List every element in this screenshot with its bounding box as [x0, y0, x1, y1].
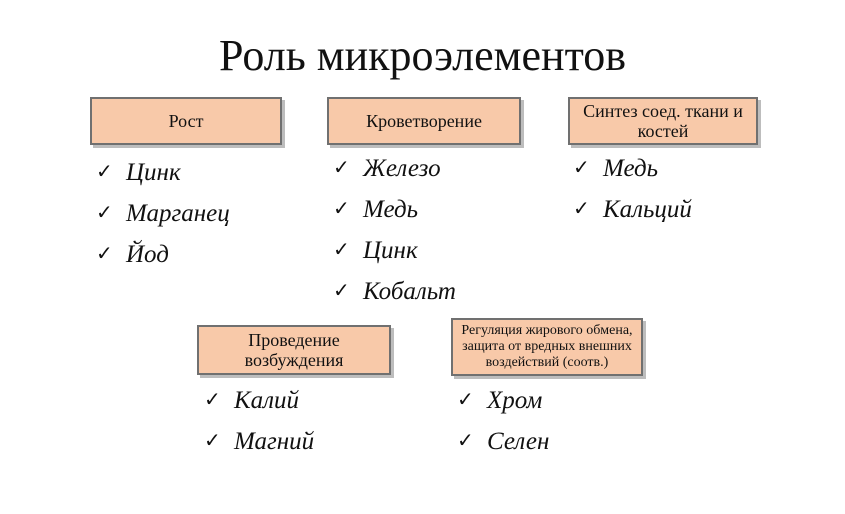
- element-name: Калий: [234, 387, 300, 414]
- element-name: Селен: [487, 428, 550, 455]
- element-list-growth: [96, 152, 230, 275]
- page-title: Роль микроэлементов: [218, 31, 627, 80]
- element-name: Йод: [126, 241, 169, 268]
- checkmark-icon: ✓: [573, 157, 590, 179]
- checkmark-icon: ✓: [333, 198, 350, 220]
- category-box-excitation: Проведение возбуждения: [197, 325, 391, 375]
- list-item: [457, 421, 549, 462]
- list-item: [96, 234, 230, 275]
- element-list-excitation: [204, 380, 314, 462]
- element-list-connective-tissue: [573, 148, 692, 230]
- list-item: [333, 230, 456, 271]
- element-name: Железо: [363, 155, 441, 182]
- list-item: [333, 271, 456, 312]
- category-box-fat-metabolism: Регуляция жирового обмена, защита от вредных внешних воздействий (соотв.): [451, 318, 643, 376]
- list-item: [96, 193, 230, 234]
- checkmark-icon: ✓: [333, 239, 350, 261]
- checkmark-icon: ✓: [204, 430, 221, 452]
- element-name: Медь: [603, 155, 658, 182]
- list-item: [573, 189, 692, 230]
- checkmark-icon: ✓: [573, 198, 590, 220]
- element-name: Цинк: [126, 159, 181, 186]
- list-item: [573, 148, 692, 189]
- element-name: Кобальт: [363, 278, 456, 305]
- category-box-connective-tissue: Синтез соед. ткани и костей: [568, 97, 758, 145]
- checkmark-icon: ✓: [96, 243, 113, 265]
- list-item: [333, 189, 456, 230]
- list-item: [204, 421, 314, 462]
- element-name: Цинк: [363, 237, 418, 264]
- checkmark-icon: ✓: [333, 280, 350, 302]
- element-name: Медь: [363, 196, 418, 223]
- checkmark-icon: ✓: [204, 389, 221, 411]
- checkmark-icon: ✓: [457, 389, 474, 411]
- checkmark-icon: ✓: [457, 430, 474, 452]
- element-list-hematopoiesis: [333, 148, 456, 312]
- category-box-hematopoiesis: Кроветворение: [327, 97, 521, 145]
- category-box-growth: Рост: [90, 97, 282, 145]
- element-name: Хром: [487, 387, 543, 414]
- list-item: [204, 380, 314, 421]
- element-name: Магний: [234, 428, 315, 455]
- element-list-fat-metabolism: [457, 380, 549, 462]
- element-name: Марганец: [126, 200, 230, 227]
- list-item: [96, 152, 230, 193]
- element-name: Кальций: [603, 196, 692, 223]
- checkmark-icon: ✓: [333, 157, 350, 179]
- list-item: [333, 148, 456, 189]
- list-item: [457, 380, 549, 421]
- checkmark-icon: ✓: [96, 202, 113, 224]
- checkmark-icon: ✓: [96, 161, 113, 183]
